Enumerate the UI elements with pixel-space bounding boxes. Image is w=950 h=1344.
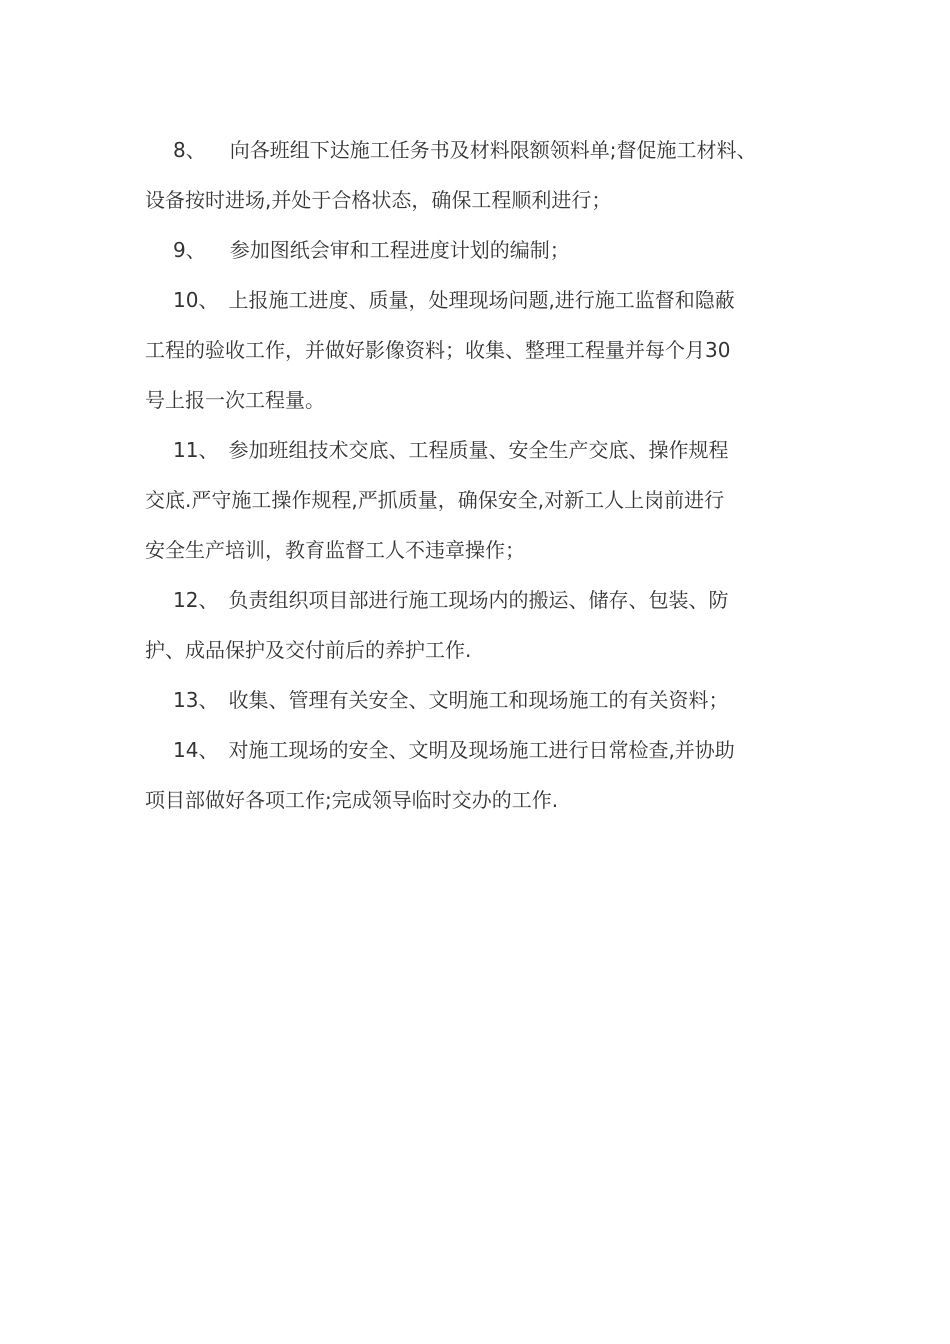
paragraph-first-line — [145, 575, 815, 625]
item-number: 8、 — [173, 138, 206, 162]
item-number: 13、 — [173, 688, 219, 712]
list-item-11 — [145, 425, 815, 575]
paragraph-line: 设备按时进场,并处于合格状态，确保工程顺利进行； — [145, 188, 612, 212]
paragraph-first-line — [145, 125, 815, 175]
paragraph-first-line — [145, 725, 815, 775]
paragraph-line: 工程的验收工作，并做好影像资料；收集、整理工程量并每个月30 — [145, 338, 731, 362]
list-item-9 — [145, 225, 815, 275]
paragraph-text: 参加图纸会审和工程进度计划的编制； — [229, 238, 570, 262]
item-number: 12、 — [173, 588, 219, 612]
paragraph-first-line — [145, 675, 815, 725]
paragraph-text: 上报施工进度、质量，处理现场问题,进行施工监督和隐蔽 — [228, 288, 735, 312]
item-number: 10、 — [173, 288, 219, 312]
list-item-10 — [145, 275, 815, 425]
paragraph-line: 号上报一次工程量。 — [145, 388, 325, 412]
paragraph-first-line — [145, 225, 815, 275]
item-number: 11、 — [173, 438, 219, 462]
item-number: 14、 — [173, 738, 219, 762]
paragraph-line: 安全生产培训，教育监督工人不违章操作； — [145, 538, 525, 562]
list-item-13 — [145, 675, 815, 725]
document-body — [145, 125, 815, 825]
paragraph-text: 对施工现场的安全、文明及现场施工进行日常检查,并协助 — [228, 738, 735, 762]
paragraph-first-line — [145, 275, 815, 325]
paragraph-line: 项目部做好各项工作;完成领导临时交办的工作. — [145, 788, 559, 812]
paragraph-first-line — [145, 425, 815, 475]
paragraph-text: 收集、管理有关安全、文明施工和现场施工的有关资料； — [228, 688, 729, 712]
paragraph-line: 护、成品保护及交付前后的养护工作. — [145, 638, 472, 662]
paragraph-line: 交底.严守施工操作规程,严抓质量，确保安全,对新工人上岗前进行 — [145, 488, 725, 512]
list-item-14 — [145, 725, 815, 825]
item-number: 9、 — [173, 238, 206, 262]
list-item-8 — [145, 125, 815, 225]
list-item-12 — [145, 575, 815, 675]
paragraph-text: 负责组织项目部进行施工现场内的搬运、储存、包装、防 — [228, 588, 729, 612]
paragraph-text: 参加班组技术交底、工程质量、安全生产交底、操作规程 — [228, 438, 729, 462]
paragraph-text: 向各班组下达施工任务书及材料限额领料单;督促施工材料、 — [229, 138, 757, 162]
